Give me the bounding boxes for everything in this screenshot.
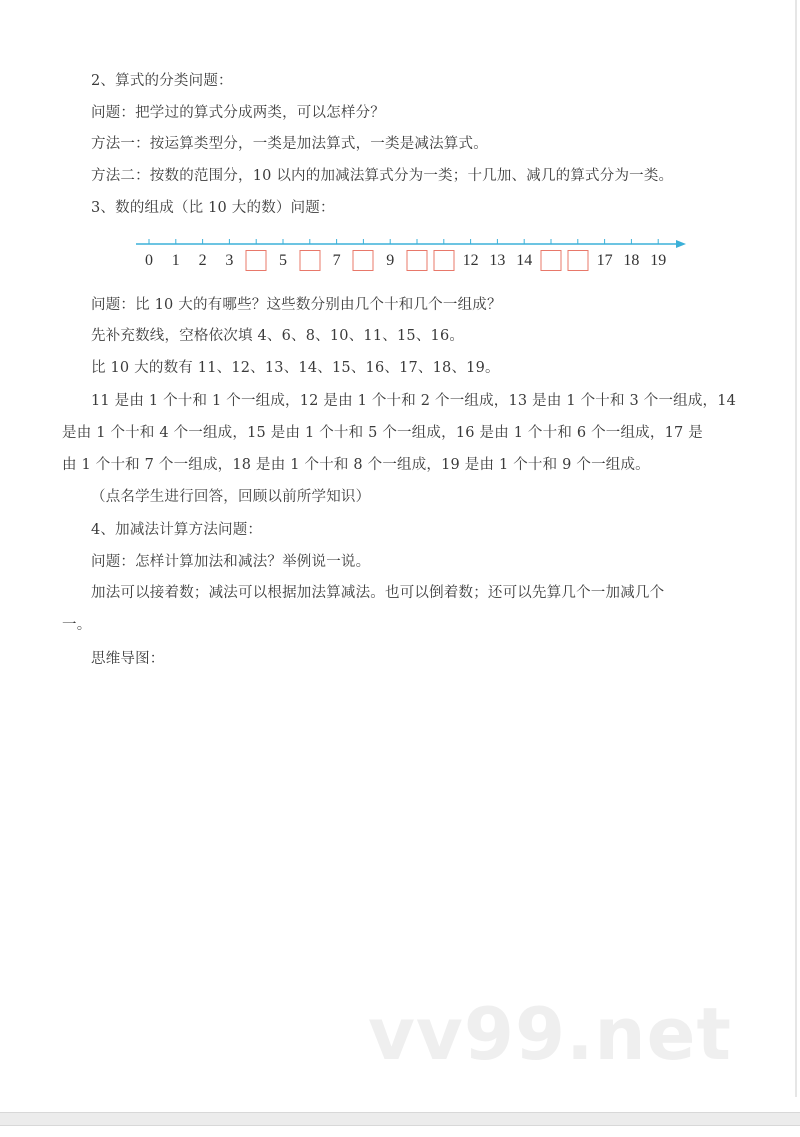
section3-question: 问题：比 10 大的有哪些？这些数分别由几个十和几个一组成？ — [91, 297, 502, 313]
number-line-blank-box — [353, 250, 374, 271]
number-line-label: 18 — [623, 252, 640, 269]
section4-answer-line1: 加法可以接着数；减法可以根据加法算减法。也可以倒着数；还可以先算几个一加减几个 — [91, 585, 665, 601]
section3-composition-line2: 是由 1 个十和 4 个一组成，15 是由 1 个十和 5 个一组成，16 是由 1 个十和 6 个一组成，17 是 — [62, 425, 703, 441]
number-line-label: 7 — [332, 252, 341, 269]
number-line-label: 1 — [171, 252, 180, 269]
number-line-label: 0 — [145, 252, 153, 269]
number-line-blank-box — [433, 250, 454, 271]
number-line-blank-box — [567, 250, 588, 271]
section2-title: 2、算式的分类问题： — [91, 73, 233, 89]
number-line-label: 12 — [462, 252, 479, 269]
number-line-label: 5 — [279, 252, 287, 269]
section3-composition-line1: 11 是由 1 个十和 1 个一组成，12 是由 1 个十和 2 个一组成，13 是由 1 个十和 3 个一组成，14 — [91, 393, 737, 409]
section4-title: 4、加减法计算方法问题： — [91, 522, 263, 538]
section2-method1: 方法一：按运算类型分，一类是加法算式，一类是减法算式。 — [91, 136, 488, 152]
number-line-label: 9 — [386, 252, 395, 269]
number-line-blank-box — [541, 250, 562, 271]
section2-question: 问题：把学过的算式分成两类，可以怎样分？ — [91, 105, 385, 121]
number-line-label: 3 — [225, 252, 234, 269]
number-line-label: 19 — [650, 252, 667, 269]
number-line-label: 14 — [516, 252, 533, 269]
section3-note: （点名学生进行回答，回顾以前所学知识） — [91, 489, 371, 505]
section4-answer-line2: 一。 — [62, 617, 92, 633]
watermark: vv99.net — [368, 992, 732, 1076]
number-line-label: 2 — [198, 252, 207, 269]
number-line-label: 17 — [596, 252, 613, 269]
number-line-label: 13 — [489, 252, 506, 269]
section3-fill: 先补充数线，空格依次填 4、6、8、10、11、15、16。 — [91, 328, 465, 344]
number-line-blank-box — [246, 250, 267, 271]
section3-greater: 比 10 大的数有 11、12、13、14、15、16、17、18、19。 — [91, 360, 500, 376]
section2-method2: 方法二：按数的范围分，10 以内的加减法算式分为一类；十几加、减几的算式分为一类。 — [91, 168, 674, 184]
section3-title: 3、数的组成（比 10 大的数）问题： — [91, 200, 335, 216]
mind-map-label: 思维导图： — [91, 651, 165, 667]
section3-composition-line3: 由 1 个十和 7 个一组成，18 是由 1 个十和 8 个一组成，19 是由 1 个十和 9 个一组成。 — [62, 457, 650, 473]
number-line-blank-box — [407, 250, 428, 271]
page-separator — [0, 1112, 800, 1126]
section4-question: 问题：怎样计算加法和减法？举例说一说。 — [91, 554, 371, 570]
number-line-blank-box — [299, 250, 320, 271]
